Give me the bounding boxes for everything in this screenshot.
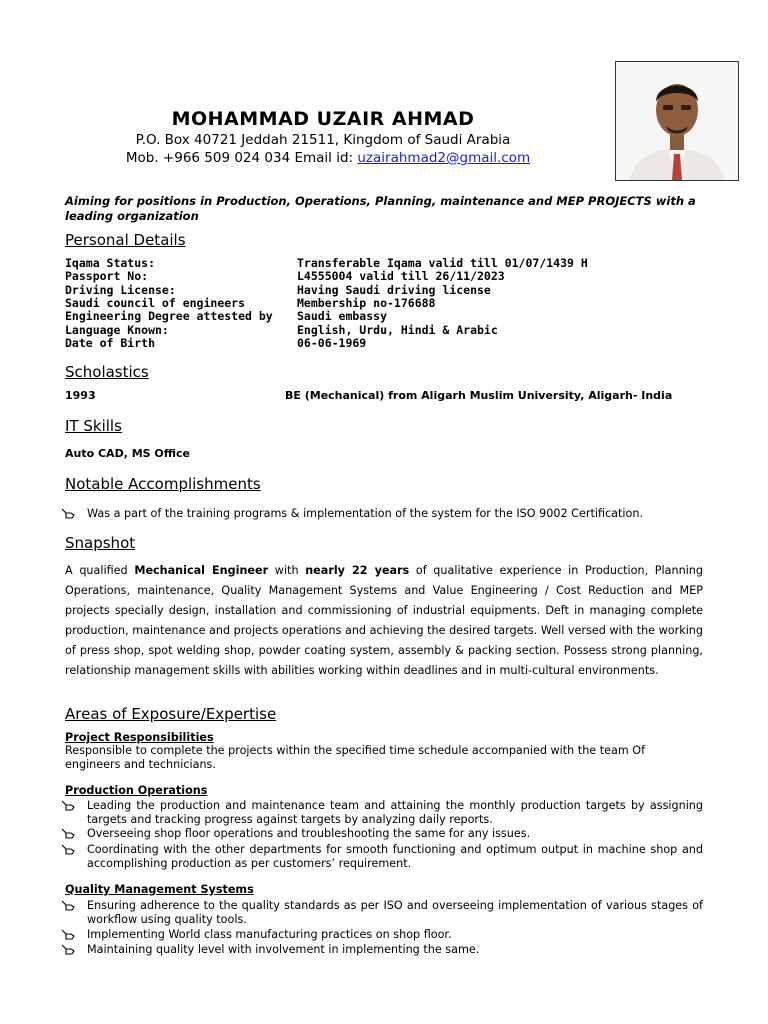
personal-value: English, Urdu, Hindi & Arabic	[297, 322, 498, 337]
candidate-name: MOHAMMAD UZAIR AHMAD	[171, 108, 475, 130]
pointing-hand-bullet-icon	[61, 928, 75, 940]
section-title-accomplishments: Notable Accomplishments	[65, 475, 261, 493]
subhead-project: Project Responsibilities	[65, 731, 214, 744]
personal-details-table	[0, 257, 768, 357]
pointing-hand-bullet-icon	[61, 507, 75, 519]
personal-key: Iqama Status:	[65, 256, 156, 270]
section-title-scholastics: Scholastics	[65, 363, 149, 381]
section-title-areas: Areas of Exposure/Expertise	[65, 705, 277, 723]
degree: BE (Mechanical) from Aligarh Muslim University, Aligarh- India	[285, 389, 673, 402]
snapshot-paragraph	[65, 561, 703, 681]
it-skills-text: Auto CAD, MS Office	[65, 447, 191, 460]
portrait-image	[616, 62, 738, 180]
accomplishment-item	[0, 507, 768, 523]
personal-value: Saudi embassy	[297, 309, 388, 324]
personal-value: Membership no-176688	[297, 295, 436, 310]
production-item: Leading the production and maintenance team and attaining the monthly production targets by assigning targets and tracking progress against targets by analyzing daily reports.	[87, 799, 703, 826]
graduation-year: 1993	[65, 389, 96, 402]
accomplishment-text: Was a part of the training programs & implementation of the system for the ISO 9002 Certification.	[87, 507, 643, 520]
subhead-quality: Quality Management Systems	[65, 883, 254, 896]
quality-item: Ensuring adherence to the quality standards as per ISO and overseeing implementation of various stages of workflow using quality tools.	[87, 899, 703, 926]
production-list	[0, 799, 768, 874]
personal-key: Language Known:	[65, 322, 169, 337]
section-title-it-skills: IT Skills	[65, 417, 122, 435]
project-text: Responsible to complete the projects within the specified time schedule accompanied with the team Of engineers and technicians.	[65, 744, 646, 771]
snapshot-highlight-role: Mechanical Engineer	[134, 564, 269, 577]
section-title-personal: Personal Details	[65, 231, 186, 249]
email-link[interactable]: uzairahmad2@gmail.com	[357, 150, 531, 166]
personal-value: Transferable Iqama valid till 01/07/1439 H	[297, 256, 588, 270]
personal-value: Having Saudi driving license	[297, 282, 491, 297]
snapshot-text: A qualified	[65, 564, 135, 577]
career-objective: Aiming for positions in Production, Operations, Planning, maintenance and MEP PROJECTS with a leading organization	[65, 194, 696, 223]
personal-key: Driving License:	[65, 282, 176, 297]
pointing-hand-bullet-icon	[61, 827, 75, 839]
snapshot-text: with	[268, 564, 306, 577]
contact-line	[0, 150, 656, 166]
personal-key: Passport No:	[65, 269, 149, 284]
personal-key: Saudi council of engineers	[65, 295, 246, 310]
quality-list	[0, 899, 768, 964]
pointing-hand-bullet-icon	[61, 843, 75, 855]
mobile-text: Mob. +966 509 024 034 Email id:	[125, 150, 358, 166]
personal-value: L4555004 valid till 26/11/2023	[297, 269, 505, 284]
production-item: Overseeing shop floor operations and troubleshooting the same for any issues.	[87, 827, 531, 840]
personal-key: Date of Birth	[65, 335, 156, 350]
quality-item: Implementing World class manufacturing practices on shop floor.	[87, 928, 452, 941]
snapshot-text: of qualitative experience in Production, Planning Operations, maintenance, Quality Management Systems and Value Engineering / Cost Reduction and MEP projects specially design, installation and commissioning of industrial equipments. Deft in managing complete production, maintenance and projects operations and achieving the desired targets. Well versed with the working of press shop, spot welding shop, powder coating system, assembly & packing section. Possess strong planning, relationship management skills with abilities working within deadlines and in multi-cultural environments.	[65, 564, 703, 677]
profile-photo	[615, 61, 739, 181]
snapshot-highlight-experience: nearly 22 years	[305, 564, 410, 577]
pointing-hand-bullet-icon	[61, 899, 75, 911]
address: P.O. Box 40721 Jeddah 21511, Kingdom of Saudi Arabia	[135, 132, 511, 148]
production-item: Coordinating with the other departments for smooth functioning and optimum output in machine shop and accomplishing production as per customers’ requirement.	[87, 843, 703, 870]
quality-item: Maintaining quality level with involvement in implementing the same.	[87, 943, 480, 956]
pointing-hand-bullet-icon	[61, 943, 75, 955]
pointing-hand-bullet-icon	[61, 799, 75, 811]
subhead-production: Production Operations	[65, 784, 208, 797]
personal-value: 06-06-1969	[297, 335, 367, 350]
section-title-snapshot: Snapshot	[65, 534, 136, 552]
personal-key: Engineering Degree attested by	[65, 309, 273, 324]
